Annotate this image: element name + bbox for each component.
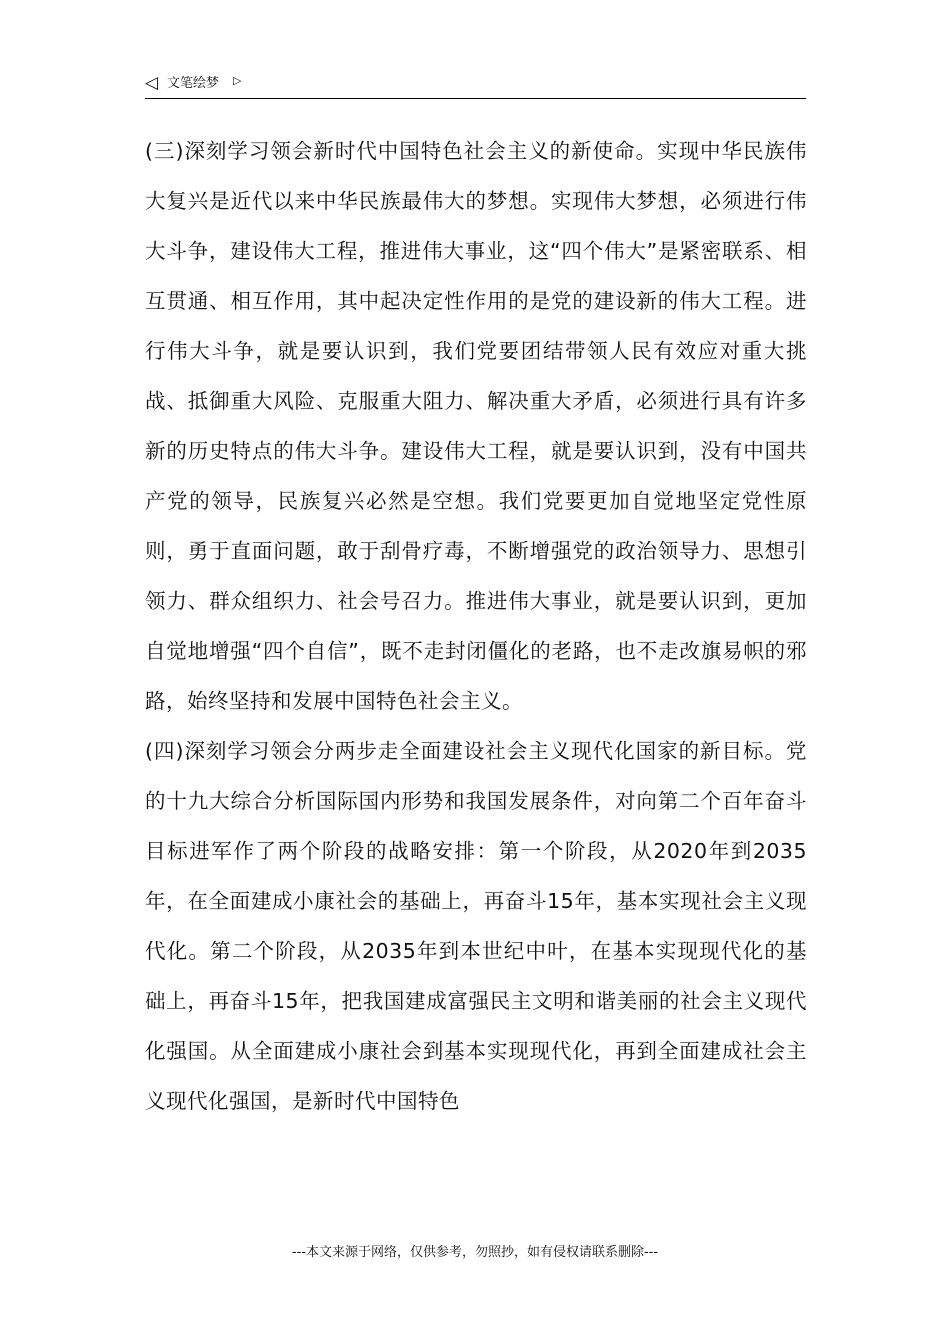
document-body [145, 126, 807, 1126]
page-header [145, 72, 806, 99]
header-title: 文笔绘梦 [167, 76, 220, 91]
triangle-left-icon: ◁ [145, 73, 159, 93]
paragraph-3: (三)深刻学习领会新时代中国特色社会主义的新使命。实现中华民族伟大复兴是近代以来中华民族最伟大的梦想。实现伟大梦想，必须进行伟大斗争，建设伟大工程，推进伟大事业，这“四个伟大”是紧密联系、相互贯通、相互作用，其中起决定性作用的是党的建设新的伟大工程。进行伟大斗争，就是要认识到，我们党要团结带领人民有效应对重大挑战、抵御重大风险、克服重大阻力、解决重大矛盾，必须进行具有许多新的历史特点的伟大斗争。建设伟大工程，就是要认识到，没有中国共产党的领导，民族复兴必然是空想。我们党要更加自觉地坚定党性原则，勇于直面问题，敢于刮骨疗毒，不断增强党的政治领导力、思想引领力、群众组织力、社会号召力。推进伟大事业，就是要认识到，更加自觉地增强“四个自信”，既不走封闭僵化的老路，也不走改旗易帜的邪路，始终坚持和发展中国特色社会主义。 [145, 139, 807, 713]
paragraph-4: (四)深刻学习领会分两步走全面建设社会主义现代化国家的新目标。党的十九大综合分析国际国内形势和我国发展条件，对向第二个百年奋斗目标进军作了两个阶段的战略安排：第一个阶段，从2020年到2035年，在全面建成小康社会的基础上，再奋斗15年，基本实现社会主义现代化。第二个阶段，从2035年到本世纪中叶，在基本实现现代化的基础上，再奋斗15年，把我国建成富强民主文明和谐美丽的社会主义现代化强国。从全面建成小康社会到基本实现现代化，再到全面建成社会主义现代化强国，是新时代中国特色 [145, 739, 807, 1113]
page-footer: ---本文来源于网络，仅供参考，勿照抄，如有侵权请联系删除--- [291, 1245, 659, 1260]
triangle-right-icon: ▷ [233, 74, 242, 87]
